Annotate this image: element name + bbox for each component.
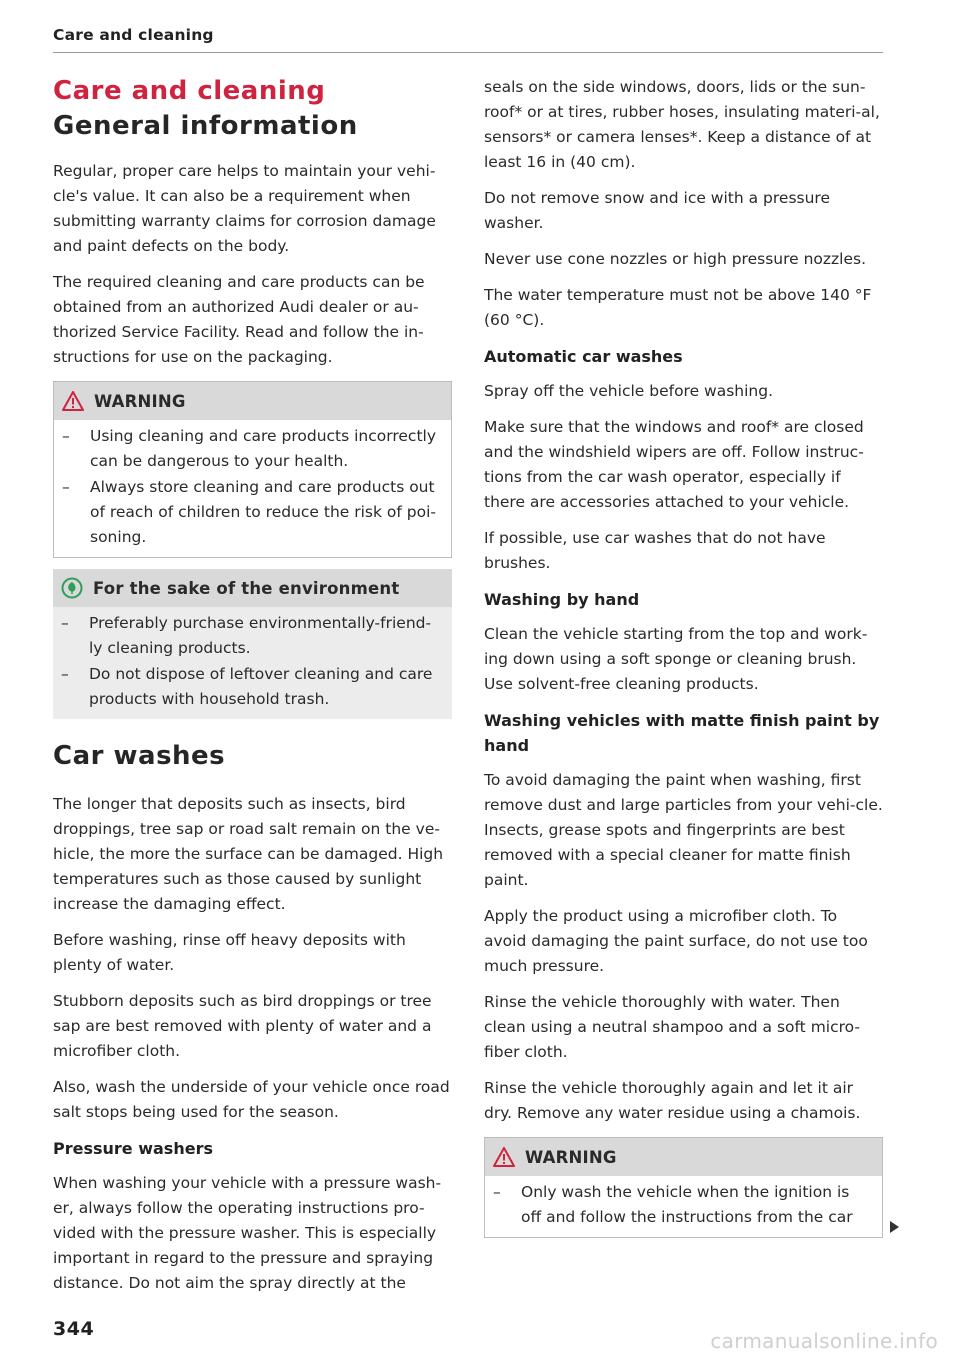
paragraph: Rinse the vehicle thoroughly again and let it air dry. Remove any water residue using a chamois. (484, 1079, 861, 1122)
paragraph: The longer that deposits such as insects, bird droppings, tree sap or road salt remain on the ve-hicle, the more the surface can be damaged. High temperatures such as those caused by sunlight increase the damaging effect. (53, 795, 444, 913)
warning-triangle-icon (62, 391, 84, 411)
paragraph: The water temperature must not be above 140 °F (60 °C). (484, 286, 872, 329)
paragraph: To avoid damaging the paint when washing, first remove dust and large particles from your vehi-cle. Insects, grease spots and fingerprints are best removed with a special cleaner for matte finish paint. (484, 771, 883, 889)
list-item: – Using cleaning and care products incorrectly can be dangerous to your health. (62, 427, 437, 470)
page-number: 344 (53, 1318, 95, 1340)
matte-finish-heading: Washing vehicles with matte finish paint by hand (484, 711, 880, 755)
paragraph: When washing your vehicle with a pressure wash-er, always follow the operating instructions pro-vided with the pressure washer. This is especially important in regard to the pressure and spraying distance. Do not aim the spray directly at the (53, 1174, 442, 1292)
paragraph: Make sure that the windows and roof* are closed and the windshield wipers are off. Follow instruc-tions from the car wash operator, especially if there are accessories attached to your vehicle. (484, 418, 864, 511)
running-header (53, 26, 883, 53)
list-item: – Preferably purchase environmentally-friend-ly cleaning products. (61, 614, 432, 657)
paragraph: seals on the side windows, doors, lids or the sun-roof* or at tires, rubber hoses, insulating materi-al, sensors* or camera lenses*. Keep a distance of at least 16 in (40 cm). (484, 78, 880, 171)
warning-title: WARNING (525, 1147, 617, 1167)
warning-header (485, 1138, 882, 1176)
paragraph: Spray off the vehicle before washing. (484, 382, 774, 400)
paragraph: Also, wash the underside of your vehicle once road salt stops being used for the season. (53, 1078, 450, 1121)
pressure-washers-heading: Pressure washers (53, 1139, 213, 1158)
paragraph: Stubborn deposits such as bird droppings or tree sap are best removed with plenty of water and a microfiber cloth. (53, 992, 432, 1060)
chapter-title: Care and cleaning (53, 76, 326, 106)
warning-box (484, 1137, 883, 1238)
environment-title: For the sake of the environment (93, 578, 400, 598)
warning-header (54, 382, 451, 420)
warning-triangle-icon (493, 1147, 515, 1167)
paragraph: Clean the vehicle starting from the top and work-ing down using a soft sponge or cleaning brush. Use solvent-free cleaning products. (484, 625, 868, 693)
list-item: – Do not dispose of leftover cleaning and care products with household trash. (61, 665, 433, 708)
environment-header (53, 569, 452, 607)
right-column (484, 75, 883, 1249)
watermark: carmanualsonline.info (710, 1329, 938, 1353)
washing-by-hand-heading: Washing by hand (484, 590, 640, 609)
warning-body (54, 420, 451, 557)
paragraph: The required cleaning and care products can be obtained from an authorized Audi dealer or au-thorized Service Facility. Read and follow the in-structions for use on the packaging. (53, 273, 425, 366)
warning-box (53, 381, 452, 558)
list-item: – Always store cleaning and care products out of reach of children to reduce the risk of poi-soning. (62, 478, 437, 546)
section-title: Care and cleaning (53, 26, 214, 44)
list-item: – Only wash the vehicle when the ignition is off and follow the instructions from the car (493, 1183, 853, 1226)
paragraph: Apply the product using a microfiber cloth. To avoid damaging the paint surface, do not use too much pressure. (484, 907, 868, 975)
warning-body (485, 1176, 882, 1237)
environment-leaf-icon (61, 577, 83, 599)
paragraph: Do not remove snow and ice with a pressure washer. (484, 189, 830, 232)
paragraph: Never use cone nozzles or high pressure nozzles. (484, 250, 867, 268)
paragraph: Before washing, rinse off heavy deposits with plenty of water. (53, 931, 406, 974)
general-information-heading: General information (53, 111, 358, 141)
environment-body (53, 607, 452, 719)
car-washes-heading: Car washes (53, 741, 226, 771)
paragraph: Regular, proper care helps to maintain your vehi-cle's value. It can also be a requirement when submitting warranty claims for corrosion damage and paint defects on the body. (53, 162, 436, 255)
paragraph: Rinse the vehicle thoroughly with water. Then clean using a neutral shampoo and a soft micro-fiber cloth. (484, 993, 861, 1061)
automatic-car-washes-heading: Automatic car washes (484, 347, 683, 366)
environment-box (53, 569, 452, 719)
warning-title: WARNING (94, 391, 186, 411)
left-column (53, 74, 452, 1307)
paragraph: If possible, use car washes that do not have brushes. (484, 529, 826, 572)
continue-arrow-icon (890, 1221, 899, 1233)
